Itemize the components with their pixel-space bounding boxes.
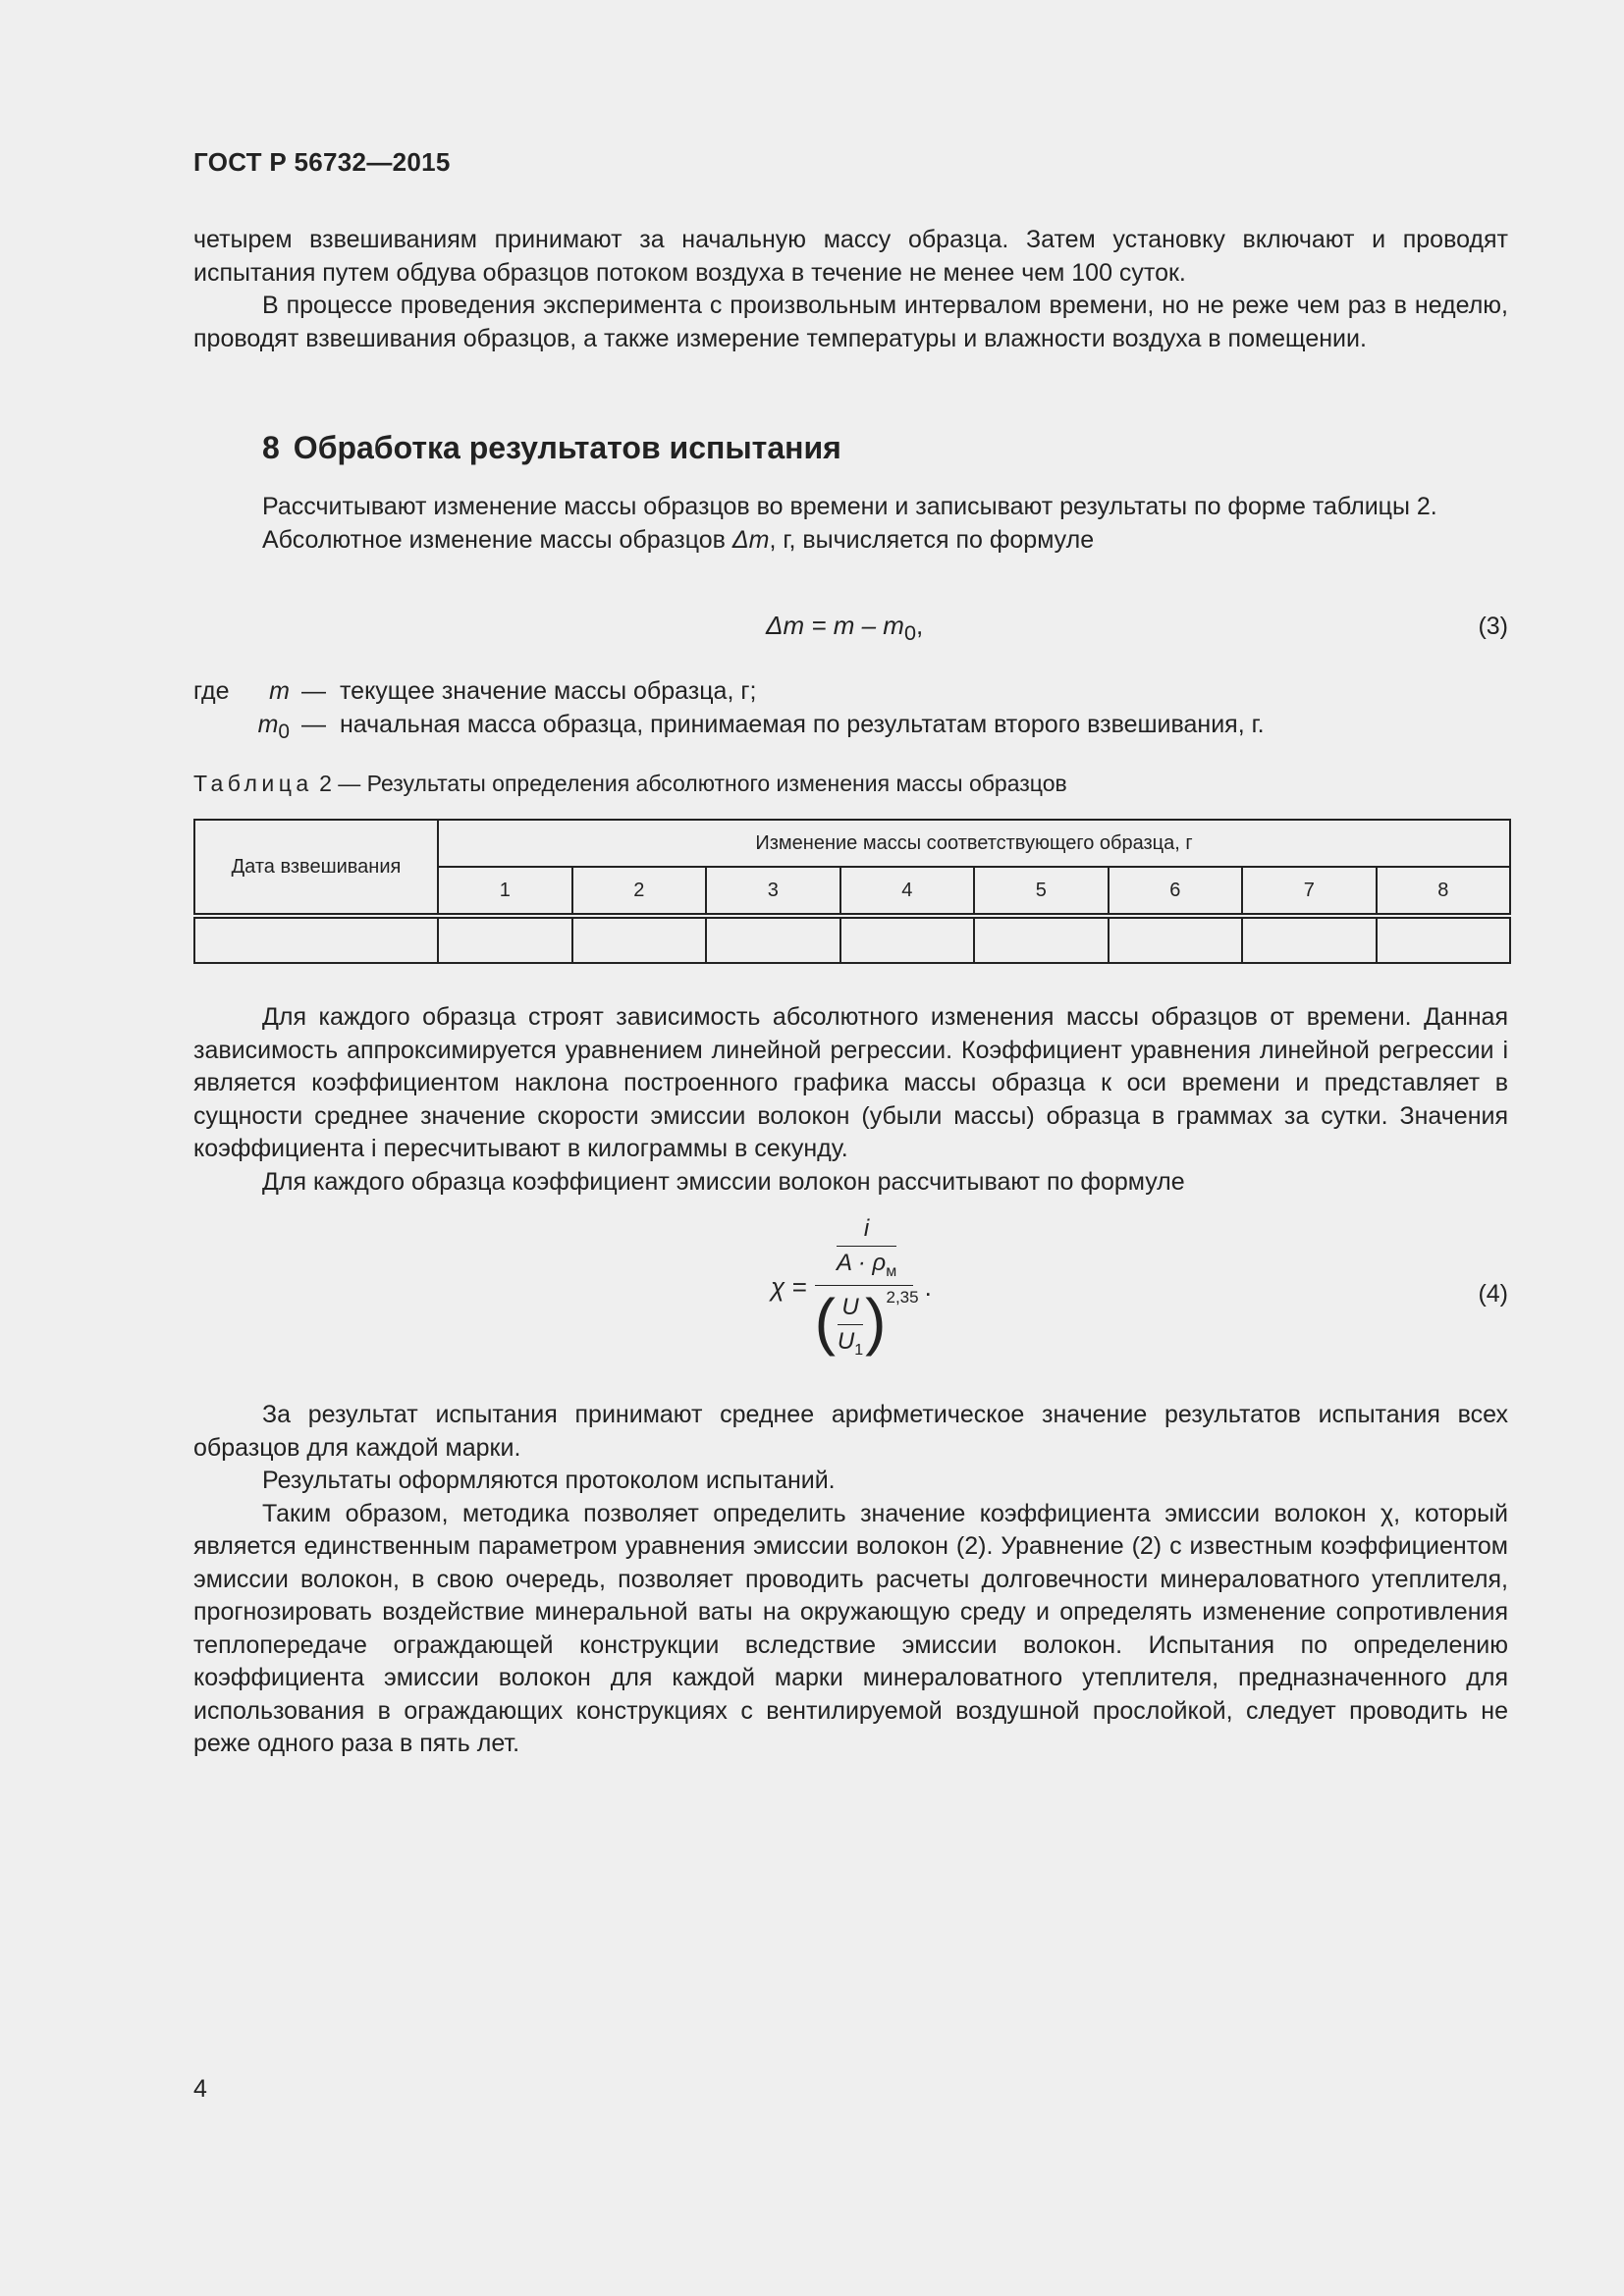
regression-text: [193, 1001, 1508, 1199]
table-caption-rest: 2 — Результаты определения абсолютного изменения массы образцов: [312, 771, 1067, 796]
section-title: Обработка результатов испытания: [293, 430, 841, 465]
formula-3-tail: ,: [916, 611, 924, 640]
table-cell: [194, 916, 438, 963]
legend-subscript: 0: [278, 720, 290, 743]
formula-3-number: (3): [1478, 613, 1508, 640]
table-row: [194, 916, 1510, 963]
header-sample: 8: [1377, 867, 1511, 916]
table-cell: [974, 916, 1109, 963]
formula-3-expression: Δm = m – m: [766, 611, 904, 640]
formula-4-exponent: 2,35: [886, 1287, 919, 1307]
formula-4-numerator: [837, 1215, 896, 1281]
table-cell: [1242, 916, 1377, 963]
calc-paragraph-1: Рассчитывают изменение массы образцов во времени и записывают результаты по форме таблицы 2.: [262, 493, 1437, 520]
table-cell: [706, 916, 840, 963]
conclusion-text: [193, 1399, 1508, 1761]
legend-dash: —: [301, 710, 326, 738]
document-header: ГОСТ Р 56732—2015: [193, 147, 451, 177]
header-date: Дата взвешивания: [194, 820, 438, 916]
table-cell: [1377, 916, 1511, 963]
table-header-row: [194, 820, 1510, 867]
intro-paragraph-2: В процессе проведения эксперимента с произвольным интервалом времени, но не реже чем раз в неделю, проводят взвешивания образцов, а также измерение температуры и влажности воздуха в помещении.: [193, 292, 1508, 352]
table-cell: [572, 916, 707, 963]
formula-4-tail: .: [924, 1271, 932, 1302]
formula-4-main-fraction: [815, 1215, 919, 1360]
intro-paragraph-1: четырем взвешиваниям принимают за начальную массу образца. Затем установку включают и проводят испытания путем обдува образцов потоком воздуха в течение не менее чем 100 суток.: [193, 226, 1508, 287]
table-caption: [193, 771, 1067, 797]
legend-lead: где: [193, 677, 230, 705]
formula-3-subscript: 0: [903, 620, 917, 646]
legend-symbol: m: [269, 677, 290, 705]
intro-text: [193, 224, 1508, 355]
formula-4-u1-subscript: 1: [854, 1341, 864, 1359]
legend-symbol: m: [257, 710, 279, 738]
legend-dash: —: [301, 677, 326, 705]
header-sample: 5: [974, 867, 1109, 916]
formula-4-u: U: [841, 1293, 859, 1320]
formula-4-u1: U: [837, 1327, 855, 1355]
conclusion-paragraph-3: Таким образом, методика позволяет определить значение коэффициента эмиссии волокон χ, который является единственным параметром уравнения эмиссии волокон (2). Уравнение (2) с известным коэффициентом эмиссии волокон, в свою очередь, позволяет проводить расчеты долговечности минераловатного утеплителя, прогнозировать воздействие минеральной ваты на окружающую среду и определять изменение сопротивления теплопередаче ограждающей конструкции вследствие эмиссии волокон. Испытания по определению коэффициента эмиссии волокон для каждой марки минераловатного утеплителя, предназначенного для использования в ограждающих конструкциях с вентилируемой воздушной прослойкой, следует проводить не реже одного раза в пять лет.: [193, 1499, 1508, 1757]
legend-description: начальная масса образца, принимаемая по результатам второго взвешивания, г.: [340, 710, 1265, 738]
legend-row: [193, 709, 1265, 742]
section-number: 8: [262, 430, 280, 465]
formula-4-lhs: χ =: [771, 1271, 807, 1302]
formula-4-i: i: [863, 1215, 870, 1242]
table-cell: [840, 916, 975, 963]
conclusion-paragraph-2: Результаты оформляются протоколом испытаний.: [262, 1467, 836, 1494]
table-cell: [1109, 916, 1243, 963]
legend-row: [193, 675, 1265, 709]
calc-p2-before: Абсолютное изменение массы образцов: [262, 525, 732, 554]
formula-3: [766, 611, 923, 646]
formula-4-denominator: ( $\frac{U}{U_1}$ ) 2,35: [814, 1285, 919, 1359]
regression-paragraph-1: Для каждого образца строят зависимость абсолютного изменения массы образцов от времени. Данная зависимость аппроксимируется уравнением линейной регрессии. Коэффициент уравнения линейной регрессии i является коэффициентом наклона построенного графика массы образца к оси времени и представляет в сущности среднее значение скорости эмиссии волокон (убыли массы) образца в граммах за сутки. Значения коэффициента i пересчитывают в килограммы в секунду.: [193, 1003, 1508, 1162]
header-sample: 1: [438, 867, 572, 916]
regression-paragraph-2: Для каждого образца коэффициент эмиссии волокон рассчитывают по формуле: [262, 1167, 1185, 1196]
header-sample: 7: [1242, 867, 1377, 916]
calc-p2-after: , г, вычисляется по формуле: [769, 525, 1095, 554]
variable-legend: [193, 675, 1265, 741]
calc-text: [193, 491, 1508, 557]
results-table: [193, 819, 1511, 964]
header-sample: 2: [572, 867, 707, 916]
conclusion-paragraph-1: За результат испытания принимают среднее арифметическое значение результатов испытания всех образцов для каждой марки.: [193, 1401, 1508, 1462]
formula-4-rho-subscript: м: [886, 1262, 897, 1280]
header-sample: 6: [1109, 867, 1243, 916]
header-mass-change: Изменение массы соответствующего образца, г: [438, 820, 1510, 867]
table-caption-word: Таблица: [193, 771, 313, 796]
formula-4: [771, 1215, 932, 1360]
formula-4-area-rho: A · ρ: [836, 1250, 887, 1276]
calc-paragraph-2: [193, 524, 1508, 558]
formula-4-number: (4): [1478, 1280, 1508, 1308]
header-sample: 4: [840, 867, 975, 916]
header-sample: 3: [706, 867, 840, 916]
legend-description: текущее значение массы образца, г;: [340, 677, 757, 705]
section-heading: [262, 430, 841, 466]
page-number: 4: [193, 2075, 207, 2103]
table-cell: [438, 916, 572, 963]
delta-m-symbol: Δm: [731, 525, 770, 554]
